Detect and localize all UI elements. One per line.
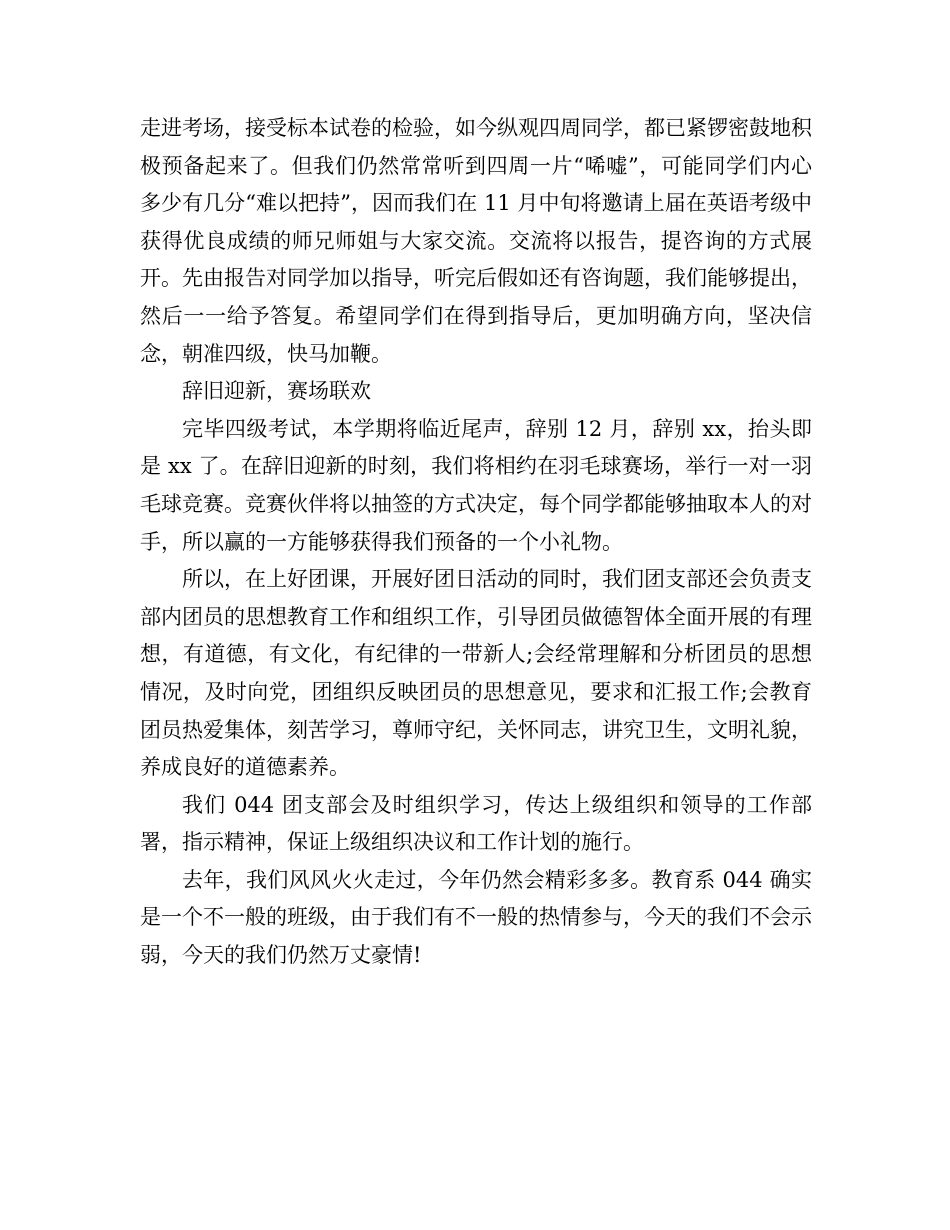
paragraph-organize-study: 我们 044 团支部会及时组织学习，传达上级组织和领导的工作部署，指示精神，保证上级组织决议和工作计划的施行。 [140,792,812,855]
paragraph-exam-preparation: 走进考场，接受标本试卷的检验，如今纵观四周同学，都已紧锣密鼓地积极预备起来了。但我们仍然常常听到四周一片“唏嘘”，可能同学们内心多少有几分“难以把持”，因而我们在 11 月中旬将邀请上届在英语考级中获得优良成绩的师兄师姐与大家交流。交流将以报告，提咨询的方式展开。先由报告对同学加以指导，听完后假如还有咨询题，我们能够提出，然后一一给予答复。希望同学们在得到指导后，更加明确方向，坚决信念，朝准四级，快马加鞭。 [140,116,812,366]
paragraph-league-branch-work: 所以，在上好团课，开展好团日活动的同时，我们团支部还会负责支部内团员的思想教育工作和组织工作，引导团员做德智体全面开展的有理想，有道德，有文化，有纪律的一带新人;会经常理解和分析团员的思想情况，及时向党，团组织反映团员的思想意见，要求和汇报工作;会教育团员热爱集体，刻苦学习，尊师守纪，关怀同志，讲究卫生，文明礼貌，养成良好的道德素养。 [140,567,812,780]
document-page [140,110,812,975]
paragraph-badminton-match: 完毕四级考试，本学期将临近尾声，辞别 12 月，辞别 xx，抬头即是 xx 了。在辞旧迎新的时刻，我们将相约在羽毛球赛场，举行一对一羽毛球竞赛。竞赛伙伴将以抽签的方式决定，每个同学都能够抽取本人的对手，所以赢的一方能够获得我们预备的一个小礼物。 [140,416,812,554]
section-heading-new-year-match: 辞旧迎新，赛场联欢 [182,379,371,404]
paragraph-closing: 去年，我们风风火火走过，今年仍然会精彩多多。教育系 044 确实是一个不一般的班级，由于我们有不一般的热情参与，今天的我们不会示弱，今天的我们仍然万丈豪情! [140,867,812,968]
